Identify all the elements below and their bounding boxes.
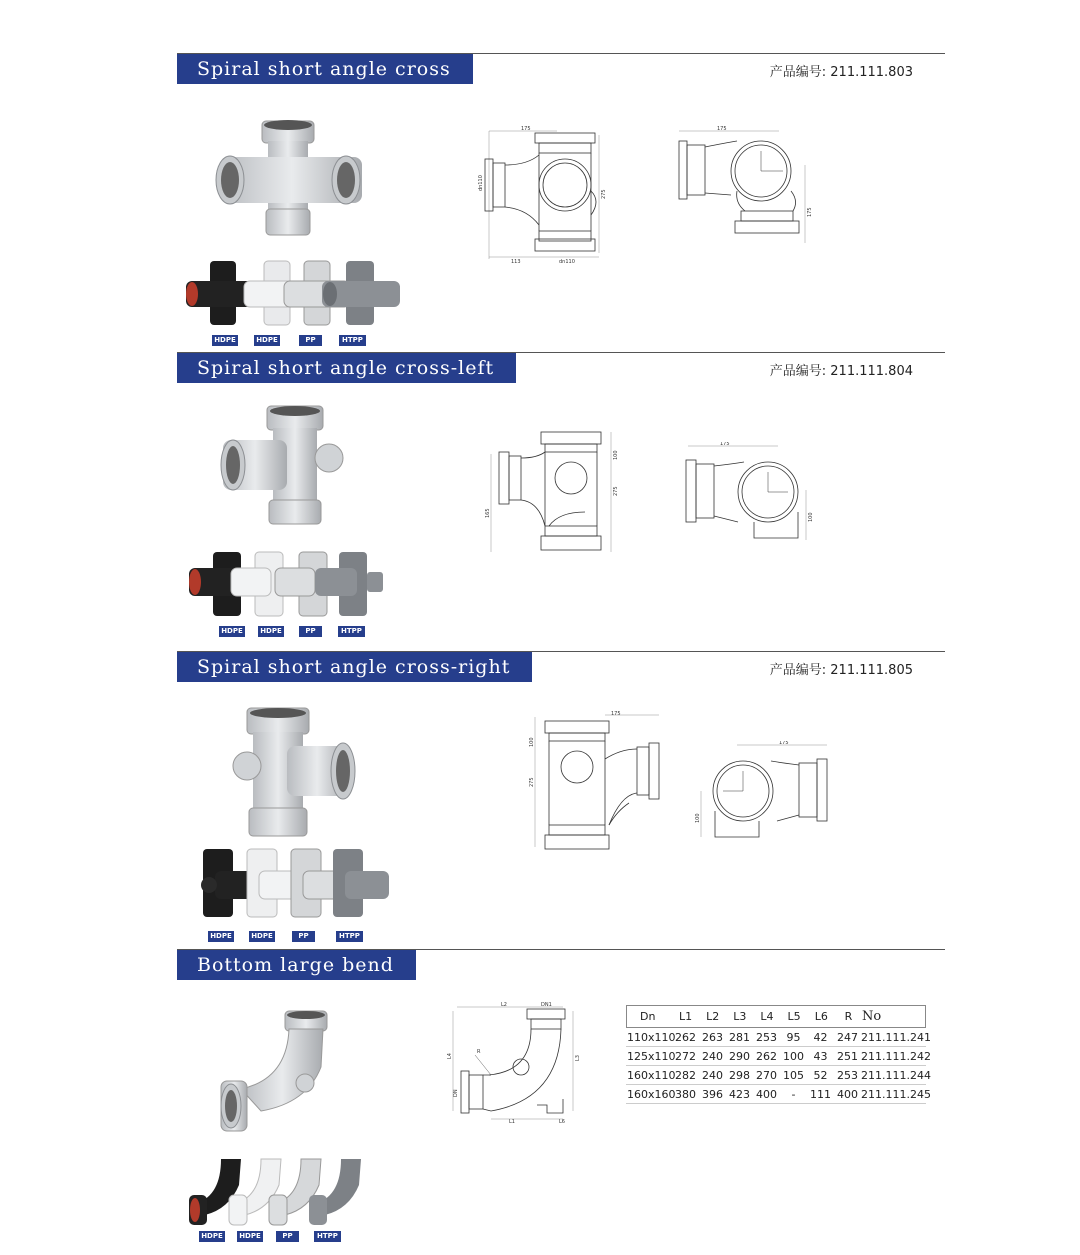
product-photo <box>217 706 367 841</box>
badge-hdpe-white: HDPE <box>237 1231 263 1242</box>
product-code-value: 211.111.804 <box>830 364 913 379</box>
table-row <box>626 1047 931 1066</box>
dim-label: 175 <box>521 126 531 132</box>
product-photo <box>217 404 357 529</box>
dim-label: L4 <box>447 1053 453 1059</box>
col-header: L3 <box>733 1010 747 1023</box>
dim-label: 175 <box>720 442 730 447</box>
badge-pp: PP <box>299 335 322 346</box>
table-cell: 423 <box>729 1087 750 1101</box>
col-header: L1 <box>678 1010 693 1023</box>
dim-label: 165 <box>485 508 491 518</box>
table-cell: 281 <box>729 1030 750 1044</box>
col-header: L5 <box>787 1010 801 1023</box>
table-cell: 125x110 <box>627 1049 676 1063</box>
dim-label: dn110 <box>559 259 575 265</box>
product-code-label: 产品编号: <box>769 364 827 379</box>
product-section-cross <box>177 53 945 351</box>
table-cell: 247 <box>837 1030 858 1044</box>
product-code-label: 产品编号: <box>769 65 827 80</box>
table-cell: 282 <box>675 1068 696 1082</box>
table-cell: 400 <box>756 1087 777 1101</box>
product-code <box>770 61 913 80</box>
technical-drawing-side <box>675 125 815 255</box>
technical-drawing-bend <box>447 1001 587 1126</box>
table-cell: 211.111.241 <box>861 1030 931 1044</box>
table-cell: 263 <box>702 1030 723 1044</box>
dim-label: 100 <box>808 512 814 522</box>
table-cell: 253 <box>837 1068 858 1082</box>
dim-label: 100 <box>695 813 701 823</box>
col-header: No <box>861 1009 882 1024</box>
section-title: Bottom large bend <box>177 950 416 980</box>
col-header: L2 <box>706 1010 720 1023</box>
table-cell: 100 <box>783 1049 804 1063</box>
material-variants-photo <box>185 550 385 620</box>
table-row <box>626 1066 931 1085</box>
dim-label: L2 <box>501 1002 507 1008</box>
technical-drawing-side <box>682 442 817 542</box>
table-cell: 240 <box>702 1049 723 1063</box>
technical-drawing-front <box>477 125 607 265</box>
table-cell: 43 <box>813 1049 828 1063</box>
dim-label: 175 <box>779 741 789 746</box>
table-cell: 110x110 <box>627 1030 676 1044</box>
technical-drawing-front <box>529 711 669 851</box>
dim-label: DN <box>453 1089 459 1097</box>
product-section-cross-left <box>177 352 945 650</box>
table-cell: 211.111.242 <box>861 1049 931 1063</box>
product-code-value: 211.111.803 <box>830 65 913 80</box>
product-section-cross-right <box>177 651 945 948</box>
material-variants-photo <box>182 259 402 329</box>
dim-label: 175 <box>717 126 727 132</box>
badge-pp: PP <box>276 1231 299 1242</box>
table-header <box>626 1005 926 1028</box>
badge-hdpe-black: HDPE <box>208 931 234 942</box>
table-row <box>626 1085 931 1104</box>
section-title: Spiral short angle cross-right <box>177 652 532 682</box>
product-photo <box>217 1007 337 1137</box>
table-cell: 262 <box>675 1030 696 1044</box>
col-header: L6 <box>814 1010 828 1023</box>
col-header: L4 <box>760 1010 774 1023</box>
badge-hdpe-black: HDPE <box>219 626 245 637</box>
table-cell: 253 <box>756 1030 777 1044</box>
badge-htpp: HTPP <box>339 335 366 346</box>
table-cell: 240 <box>702 1068 723 1082</box>
badge-hdpe-white: HDPE <box>254 335 280 346</box>
table-cell: 52 <box>813 1068 828 1082</box>
dim-label: 100 <box>613 450 619 460</box>
table-cell: 160x160 <box>627 1087 676 1101</box>
col-header: R <box>844 1010 853 1023</box>
dim-label: L6 <box>559 1119 565 1125</box>
badge-hdpe-black: HDPE <box>199 1231 225 1242</box>
dim-label: DN1 <box>541 1002 552 1008</box>
table-cell: 290 <box>729 1049 750 1063</box>
dim-label: 175 <box>807 207 813 217</box>
product-code <box>770 360 913 379</box>
table-cell: 262 <box>756 1049 777 1063</box>
badge-hdpe-white: HDPE <box>258 626 284 637</box>
technical-drawing-front <box>485 430 625 558</box>
table-row <box>626 1028 931 1047</box>
table-cell: 396 <box>702 1087 723 1101</box>
badge-pp: PP <box>299 626 322 637</box>
table-cell: 160x110 <box>627 1068 676 1082</box>
badge-htpp: HTPP <box>314 1231 341 1242</box>
badge-hdpe-black: HDPE <box>212 335 238 346</box>
table-cell: 211.111.244 <box>861 1068 931 1082</box>
table-cell: 400 <box>837 1087 858 1101</box>
dimension-table <box>626 1005 931 1104</box>
dim-label: 175 <box>611 711 621 717</box>
col-header: Dn <box>640 1010 656 1023</box>
section-title: Spiral short angle cross <box>177 54 473 84</box>
dim-label: L3 <box>575 1055 581 1061</box>
product-code-label: 产品编号: <box>769 663 827 678</box>
table-cell: 111 <box>810 1087 831 1101</box>
product-section-bottom-bend <box>177 949 945 1249</box>
badge-hdpe-white: HDPE <box>249 931 275 942</box>
dim-label: R <box>477 1049 481 1055</box>
dim-label: dn110 <box>478 175 484 191</box>
dim-label: 275 <box>529 777 535 787</box>
technical-drawing-side <box>695 741 835 841</box>
table-cell: 105 <box>783 1068 804 1082</box>
dim-label: L1 <box>509 1119 515 1125</box>
dim-label: 275 <box>613 486 619 496</box>
table-cell: 380 <box>675 1087 696 1101</box>
product-photo <box>212 115 372 245</box>
table-cell: 298 <box>729 1068 750 1082</box>
table-cell: 270 <box>756 1068 777 1082</box>
dim-label: 100 <box>529 737 535 747</box>
table-cell: 95 <box>786 1030 801 1044</box>
table-cell: 251 <box>837 1049 858 1063</box>
badge-htpp: HTPP <box>338 626 365 637</box>
badge-pp: PP <box>292 931 315 942</box>
dim-label: 275 <box>601 189 607 199</box>
material-variants-photo <box>187 1155 367 1227</box>
table-cell: 272 <box>675 1049 696 1063</box>
product-code <box>770 659 913 678</box>
table-cell: 211.111.245 <box>861 1087 931 1101</box>
section-title: Spiral short angle cross-left <box>177 353 516 383</box>
dim-label: 113 <box>511 259 521 265</box>
product-code-value: 211.111.805 <box>830 663 913 678</box>
badge-htpp: HTPP <box>336 931 363 942</box>
material-variants-photo <box>197 847 397 922</box>
table-cell: 42 <box>813 1030 828 1044</box>
table-cell: - <box>791 1087 796 1101</box>
